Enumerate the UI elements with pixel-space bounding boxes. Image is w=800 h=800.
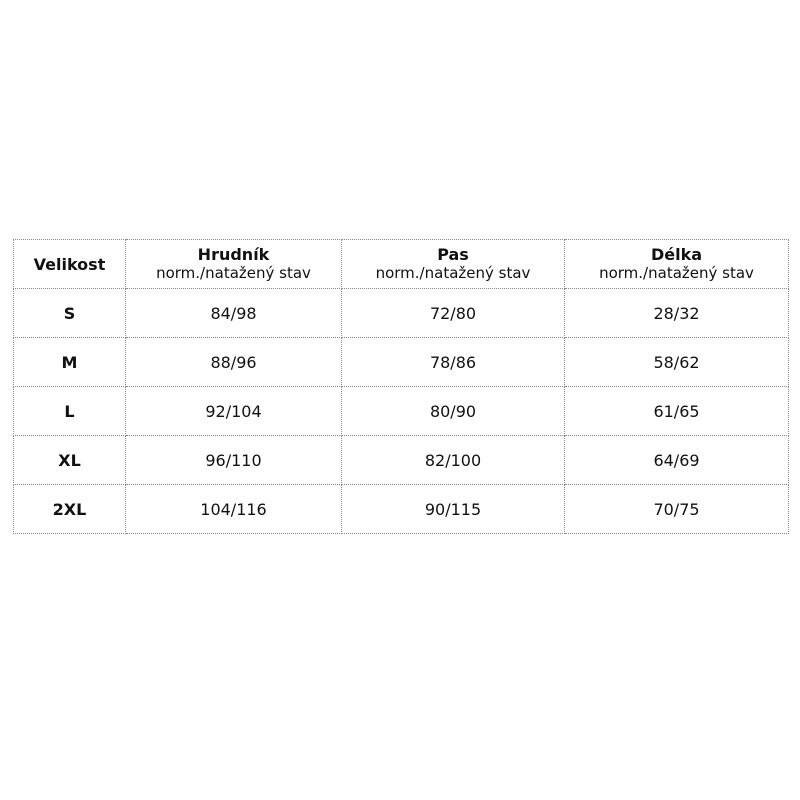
- chest-cell: 84/98: [126, 289, 342, 338]
- header-size: [14, 240, 126, 289]
- table-row: [14, 485, 789, 534]
- header-waist: [342, 240, 565, 289]
- header-chest-sub: norm./natažený stav: [156, 264, 311, 282]
- header-length-title: Délka: [650, 245, 703, 264]
- chest-cell: 104/116: [126, 485, 342, 534]
- header-length: [565, 240, 789, 289]
- waist-cell: 78/86: [342, 338, 565, 387]
- header-chest-title: Hrudník: [197, 245, 270, 264]
- size-cell: 2XL: [14, 485, 126, 534]
- table-row: [14, 338, 789, 387]
- length-cell: 61/65: [565, 387, 789, 436]
- waist-cell: 82/100: [342, 436, 565, 485]
- length-cell: 28/32: [565, 289, 789, 338]
- waist-cell: 80/90: [342, 387, 565, 436]
- table-row: [14, 387, 789, 436]
- length-cell: 58/62: [565, 338, 789, 387]
- table-row: [14, 436, 789, 485]
- header-waist-title: Pas: [437, 245, 469, 264]
- header-size-label: Velikost: [33, 254, 106, 274]
- size-cell: XL: [14, 436, 126, 485]
- chest-cell: 88/96: [126, 338, 342, 387]
- chest-cell: 92/104: [126, 387, 342, 436]
- waist-cell: 72/80: [342, 289, 565, 338]
- header-waist-sub: norm./natažený stav: [375, 264, 531, 282]
- header-chest: [126, 240, 342, 289]
- table-header-row: [14, 240, 789, 289]
- size-cell: M: [14, 338, 126, 387]
- length-cell: 70/75: [565, 485, 789, 534]
- size-cell: L: [14, 387, 126, 436]
- header-length-sub: norm./natažený stav: [599, 264, 754, 282]
- chest-cell: 96/110: [126, 436, 342, 485]
- table-row: [14, 289, 789, 338]
- size-chart-table: [13, 239, 789, 534]
- waist-cell: 90/115: [342, 485, 565, 534]
- length-cell: 64/69: [565, 436, 789, 485]
- size-cell: S: [14, 289, 126, 338]
